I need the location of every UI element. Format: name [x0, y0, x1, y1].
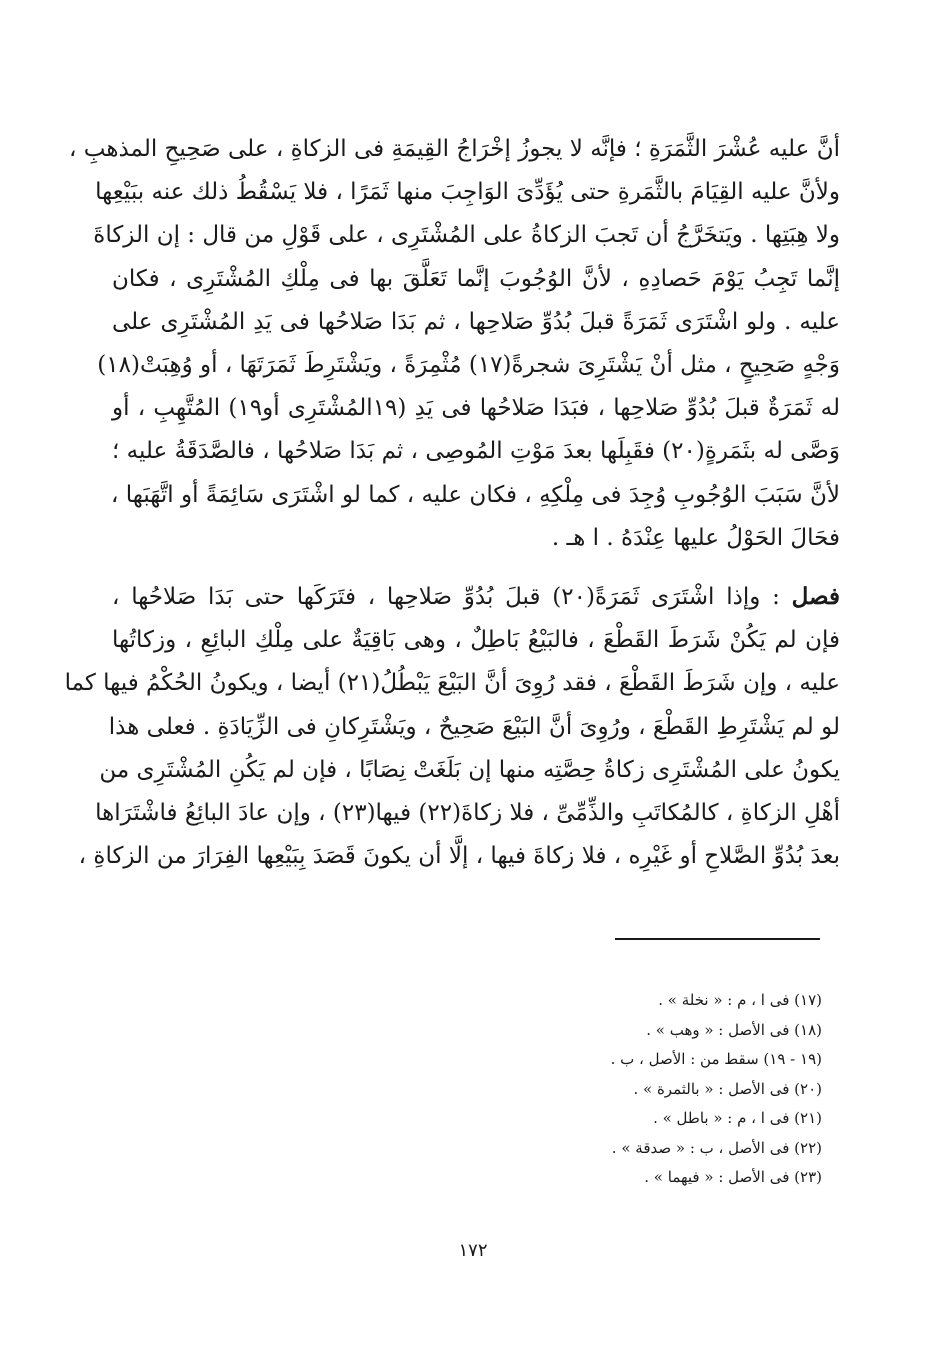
footnotes [400, 986, 822, 1193]
text-line [112, 575, 840, 619]
text-line: أهْلِ الزكاةِ ، كالمُكاتَبِ والذِّمِّىِّ ، فلا زكاةَ(٢٢) فيها(٢٣) ، وإن عادَ البائِعُ فاشْتَرَاها [95, 800, 840, 827]
main-text [64, 128, 841, 878]
footnote: (٢٣) فى الأصل : « فيهما » . [644, 1168, 822, 1186]
footnote: (١٧) فى ا ، م : « نخلة » . [658, 991, 822, 1009]
text-line: لو لم يَشْتَرِطِ القَطْعَ ، ورُوِىَ أنَّ البَيْعَ صَحِيحٌ ، ويَشْتَرِكانِ فى الزِّيَادَةِ . فعلى هذا [108, 713, 840, 740]
footnote: (٢٢) فى الأصل ، ب : « صدقة » . [611, 1138, 822, 1157]
paragraph-1 [69, 128, 841, 560]
text-line: فحَالَ الحَوْلُ عليها عِنْدَهُ . ا هـ . [551, 524, 840, 551]
page-number: ١٧٢ [458, 1240, 488, 1261]
section-heading: فصل [791, 583, 840, 611]
text-line: وَصَّى له بثَمَرةٍ(٢٠) فقَبِلَها بعدَ مَوْتِ المُوصِى ، ثم بَدَا صَلاحُها ، فالصَّدَقَةُ عليه ؛ [112, 438, 840, 465]
text-line: ولا هِبَتِها . ويَتخَرَّجُ أن تَجبَ الزكاةُ على المُشْتَرِى ، على قَوْلِ من قال : إن الزكاةَ [93, 222, 840, 249]
footnote: (٢٠) فى الأصل : « بالثمرة » . [633, 1079, 822, 1098]
text-line: عليه ، وإن شَرَطَ القَطْعَ ، فقد رُوِىَ أنَّ البَيْعَ يَبْطُلُ(٢١) أيضا ، ويكونُ الحُكْمُ فيها كما [64, 670, 840, 697]
text-line: يكونُ على المُشْتَرِى زكاةُ حِصَّتِه منها إن بَلَغَتْ نِصَابًا ، فإن لم يَكُنِ المُشْتَرِى من [99, 756, 840, 783]
footnote: (١٨) فى الأصل : « وهب » . [646, 1020, 822, 1039]
text-line: فإن لم يَكُنْ شَرَطَ القَطْعَ ، فالبَيْعُ بَاطِلٌ ، وهى بَاقِيَةٌ على مِلْكِ البائِعِ ، وزكاتُها [112, 627, 840, 654]
text-line: بعدَ بُدُوِّ الصَّلاحِ أو غَيْرِه ، فلا زكاةَ فيها ، إلَّا أن يكونَ قَصَدَ بِبَيْعِها الفِرَارَ من الزكاةِ ، [78, 843, 840, 870]
footnote: (٢١) فى ا ، م : « باطل » . [653, 1109, 822, 1127]
paragraph-2 [64, 575, 840, 878]
footnote: (١٩ - ١٩) سقط من : الأصل ، ب . [610, 1050, 822, 1068]
text-line: وَجْهٍ صَحِيحٍ ، مثل أنْ يَشْتَرِىَ شجرةً(١٧) مُثْمِرَةً ، ويَشْتَرِطَ ثَمَرَتَهَا ، أو وُهِبَتْ(١٨) [97, 352, 840, 379]
text-line: له ثَمَرَةٌ قبلَ بُدُوِّ صَلاحِها ، فبَدَا صَلاحُها فى يَدِ (١٩المُشْتَرِى أو١٩) المُتَّهِبِ ، أو [112, 395, 841, 422]
text-line: عليه . ولو اشْتَرَى ثَمَرَةً قبلَ بُدُوِّ صَلاحِها ، ثم بَدَا صَلاحُها فى يَدِ المُشْتَرِى على [112, 308, 840, 335]
text-line: أنَّ عليه عُشْرَ الثَّمَرَةِ ؛ فإنَّه لا يجوزُ إخْرَاجُ القِيمَةِ فى الزكاةِ ، على صَحِيحِ المذهبِ ، [69, 136, 840, 162]
text-line-rest: : وإذا اشْتَرَى ثَمَرَةً(٢٠) قبلَ بُدُوِّ صَلاحِها ، فتَرَكَها حتى بَدَا صَلاحُها ، [112, 584, 792, 611]
text-line: إنَّما تَجِبُ يَوْمَ حَصادِهِ ، لأنَّ الوُجُوبَ إنَّما تَعَلَّقَ بها فى مِلْكِ المُشْتَرِى ، فكان [112, 265, 840, 292]
text-line: لأنَّ سَبَبَ الوُجُوبِ وُجِدَ فى مِلْكِهِ ، فكان عليه ، كما لو اشْتَرَى سَائِمَةً أو اتَّهَبَها ، [110, 481, 840, 508]
footnote-separator [615, 938, 820, 940]
text-line: ولأنَّ عليه القِيَامَ بالثَّمَرةِ حتى يُؤَدِّىَ الوَاجِبَ منها ثَمَرًا ، فلا يَسْقُطُ ذلك عنه ببَيْعِها [95, 179, 840, 206]
